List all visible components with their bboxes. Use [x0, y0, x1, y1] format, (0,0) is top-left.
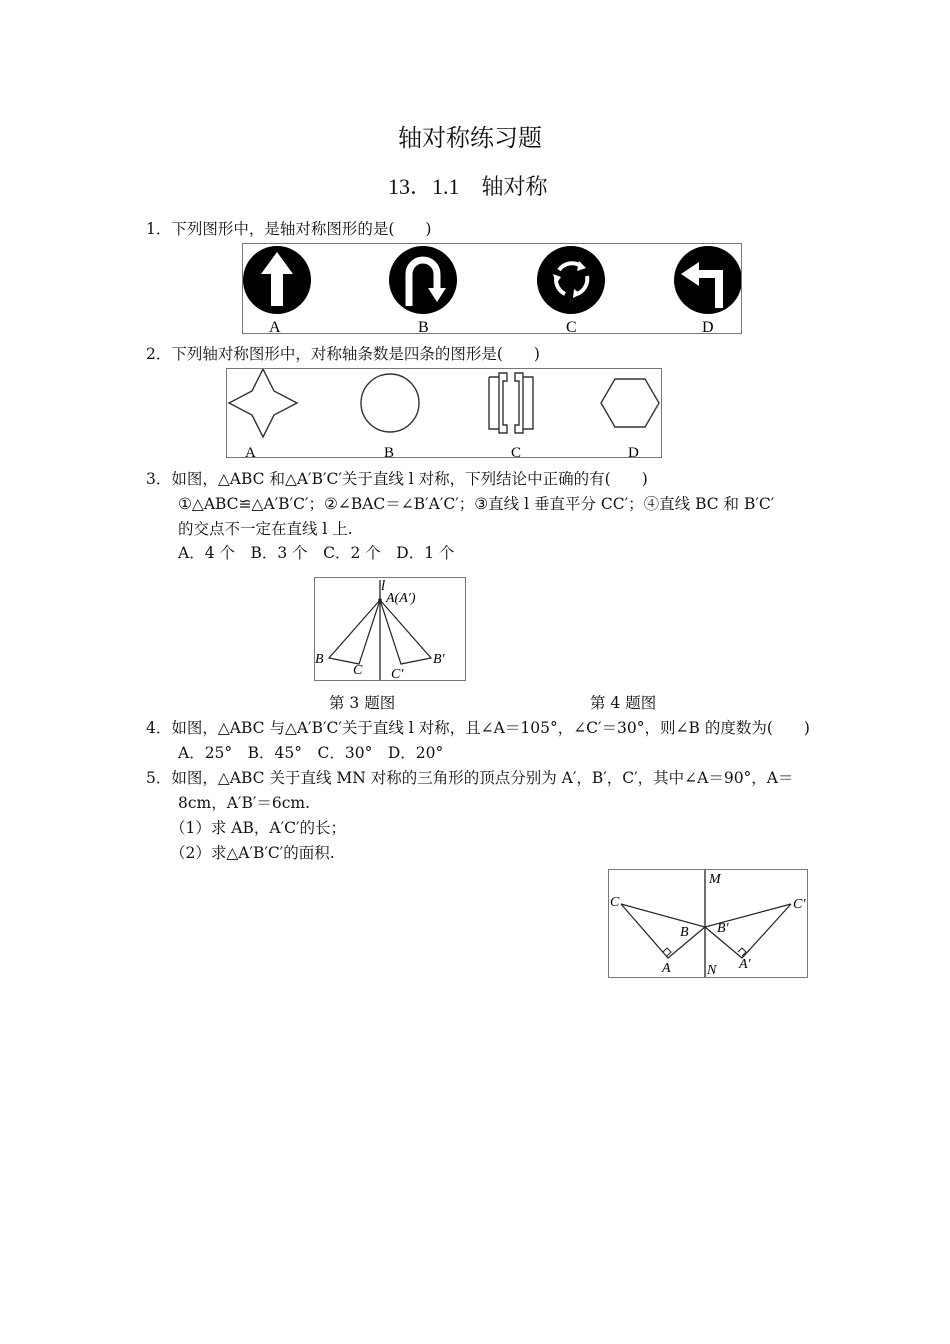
- question-4-stem: 4．如图，△ABC 与△A′B′C′关于直线 l 对称，且∠A＝105°，∠C′＝30°，则∠B 的度数为( ): [146, 719, 810, 737]
- option-label-d: D: [702, 319, 714, 333]
- question-5-figure: [608, 869, 808, 978]
- section-subtitle: 13．1.1 轴对称: [388, 174, 548, 199]
- question-3-stem: 3．如图，△ABC 和△A′B′C′关于直线 l 对称，下列结论中正确的有( ): [146, 470, 648, 488]
- option-label-b: B: [384, 445, 395, 457]
- question-5-stem: 5．如图，△ABC 关于直线 MN 对称的三角形的顶点分别为 A′，B′，C′，其中∠A＝90°，A＝: [146, 769, 794, 787]
- vertex-b-prime-label: B′: [433, 652, 445, 667]
- question-3-statements-cont: 的交点不一定在直线 l 上.: [178, 520, 353, 538]
- question-3-figure: [314, 577, 466, 681]
- vertex-b-prime-label: B′: [717, 921, 729, 936]
- option-label-c: C: [566, 319, 577, 333]
- question-5-stem-cont: 8cm，A′B′＝6cm.: [178, 794, 311, 812]
- question-1-figure: [242, 243, 742, 334]
- option-label-d: D: [628, 445, 639, 457]
- point-m-label: M: [709, 872, 721, 887]
- vertex-a-prime-label: A′: [739, 957, 751, 972]
- figure-4-caption: 第 4 题图: [590, 694, 657, 712]
- pillar-shape-icon: [489, 373, 533, 433]
- u-turn-sign-icon: [389, 246, 457, 314]
- vertex-c-label: C: [353, 663, 363, 678]
- circle-shape-icon: [361, 374, 419, 432]
- question-1-stem: 1．下列图形中，是轴对称图形的是( ): [146, 220, 432, 238]
- question-2-figure: [226, 368, 662, 458]
- vertex-b-label: B: [680, 925, 689, 940]
- question-2-stem: 2．下列轴对称图形中，对称轴条数是四条的图形是( ): [146, 345, 540, 363]
- option-label-b: B: [418, 319, 429, 333]
- question-3-statements: ①△ABC≌△A′B′C′；②∠BAC＝∠B′A′C′；③直线 l 垂直平分 CC′；④直线 BC 和 B′C′: [178, 495, 775, 513]
- straight-arrow-sign-icon: [243, 246, 311, 314]
- vertex-b-label: B: [315, 652, 324, 667]
- point-n-label: N: [707, 963, 717, 977]
- hexagon-shape-icon: [601, 379, 659, 427]
- question-5-part-1: （1）求 AB，A′C′的长；: [170, 819, 346, 837]
- option-label-a: A: [245, 445, 256, 457]
- page-title: 轴对称练习题: [398, 124, 542, 152]
- question-5-part-2: （2）求△A′B′C′的面积.: [170, 844, 335, 862]
- question-4-options: A．25° B．45° C．30° D．20°: [178, 744, 444, 762]
- question-3-options: A．4 个 B．3 个 C．2 个 D．1 个: [178, 544, 455, 562]
- roundabout-sign-icon: [537, 246, 605, 314]
- star-shape-icon: [229, 369, 297, 437]
- line-l-label: l: [381, 578, 386, 594]
- vertex-c-prime-label: C′: [391, 667, 404, 680]
- option-label-c: C: [511, 445, 522, 457]
- figure-3-caption: 第 3 题图: [329, 694, 396, 712]
- vertex-c-prime-label: C′: [793, 897, 806, 912]
- vertex-c-label: C: [610, 895, 620, 910]
- left-turn-sign-icon: [674, 246, 741, 314]
- option-label-a: A: [269, 319, 281, 333]
- vertex-a-label: A(A′): [386, 591, 416, 606]
- vertex-a-label: A: [662, 961, 671, 976]
